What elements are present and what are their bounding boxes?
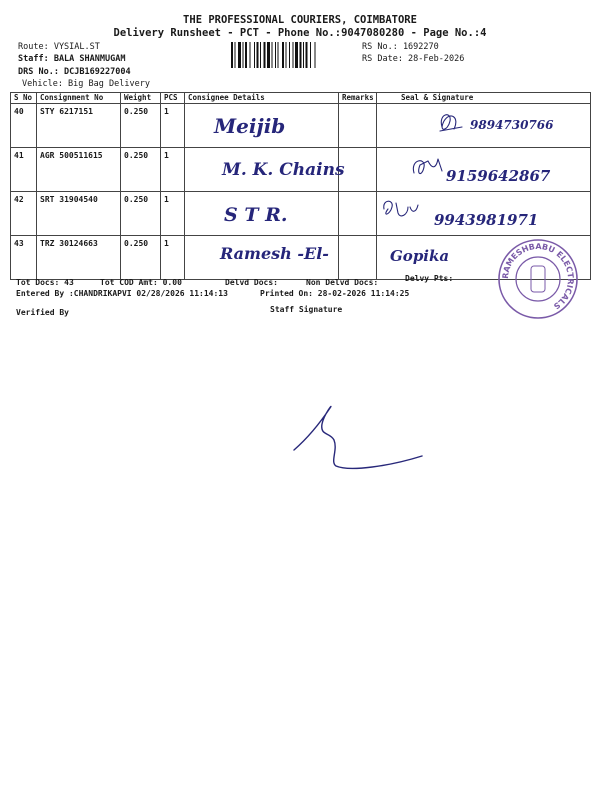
cell-weight: 0.250 <box>121 236 161 280</box>
col-header-sno: S No <box>11 93 37 104</box>
cell-consignee <box>185 192 339 236</box>
delivery-points: Delvy Pts: <box>405 274 454 283</box>
consignee-handwriting <box>188 151 345 187</box>
col-header-remarks: Remarks <box>339 93 377 104</box>
cell-weight: 0.250 <box>121 148 161 192</box>
signature-handwriting <box>380 195 588 231</box>
col-header-consignment: Consignment No <box>37 93 121 104</box>
col-header-seal: Seal & Signature <box>377 93 591 104</box>
drs-number: DRS No.: DCJB169227004 <box>18 67 131 77</box>
cell-consignment: TRZ 30124663 <box>37 236 121 280</box>
staff-label: Staff: BALA SHANMUGAM <box>18 54 126 64</box>
staff-signature-scribble <box>290 400 430 480</box>
cell-remarks <box>339 236 377 280</box>
cell-sno: 41 <box>11 148 37 192</box>
svg-text:RAMESHBABU ELECTRICALS: RAMESHBABU ELECTRICALS <box>500 241 576 311</box>
vehicle-label: Vehicle: Big Bag Delivery <box>22 79 150 89</box>
consignee-handwriting <box>188 239 336 275</box>
printed-on: Printed On: 28-02-2026 11:14:25 <box>260 289 410 298</box>
signature-handwriting <box>380 107 588 143</box>
cell-weight: 0.250 <box>121 104 161 148</box>
svg-text:M. K. Chains: M. K. Chains <box>222 160 345 180</box>
table-row <box>11 192 591 236</box>
cell-pcs: 1 <box>161 236 185 280</box>
cell-remarks <box>339 192 377 236</box>
entered-by: Entered By :CHANDRIKAPVI 02/28/2026 11:14:13 <box>16 289 228 298</box>
total-cod: Tot COD Amt: 0.00 <box>100 278 182 287</box>
svg-text:9159642867: 9159642867 <box>446 167 551 185</box>
cell-consignee <box>185 148 345 192</box>
table-row <box>11 104 591 148</box>
cell-seal <box>377 148 591 192</box>
cell-consignment: AGR 500511615 <box>37 148 121 192</box>
svg-text:Ramesh -El-: Ramesh -El- <box>220 244 329 263</box>
cell-seal <box>377 192 591 236</box>
delivered-docs: Delvd Docs: <box>225 278 278 287</box>
svg-text:Meijib: Meijib <box>214 114 286 138</box>
cell-consignment: SRT 31904540 <box>37 192 121 236</box>
rs-number: RS No.: 1692270 <box>362 42 439 52</box>
col-header-weight: Weight <box>121 93 161 104</box>
cell-sno: 42 <box>11 192 37 236</box>
verified-by: Verified By <box>16 308 69 317</box>
consignee-handwriting <box>188 195 336 231</box>
cell-pcs: 1 <box>161 148 185 192</box>
col-header-pcs: PCS <box>161 93 185 104</box>
svg-text:9894730766: 9894730766 <box>470 118 554 132</box>
cell-consignment: STY 6217151 <box>37 104 121 148</box>
cell-consignee <box>185 104 339 148</box>
barcode <box>231 42 357 68</box>
company-seal <box>497 238 579 320</box>
cell-sno: 43 <box>11 236 37 280</box>
svg-text:S T R.: S T R. <box>224 204 288 226</box>
company-title: THE PROFESSIONAL COURIERS, COIMBATORE <box>183 14 417 26</box>
signature-handwriting <box>380 151 588 187</box>
cell-pcs: 1 <box>161 192 185 236</box>
cell-consignee <box>185 236 339 280</box>
svg-text:Gopika: Gopika <box>390 247 450 265</box>
cell-sno: 40 <box>11 104 37 148</box>
cell-weight: 0.250 <box>121 192 161 236</box>
col-header-consignee: Consignee Details <box>185 93 339 104</box>
total-docs: Tot Docs: 43 <box>16 278 74 287</box>
cell-seal <box>377 104 591 148</box>
non-delivered-docs: Non Delvd Docs: <box>306 278 379 287</box>
svg-text:9943981971: 9943981971 <box>434 211 539 229</box>
cell-remarks <box>339 104 377 148</box>
runsheet-subtitle: Delivery Runsheet - PCT - Phone No.:9047080280 - Page No.:4 <box>113 27 487 39</box>
table-row <box>11 148 591 192</box>
cell-pcs: 1 <box>161 104 185 148</box>
consignee-handwriting <box>188 107 336 143</box>
staff-signature-label: Staff Signature <box>270 305 343 314</box>
rs-date: RS Date: 28-Feb-2026 <box>362 54 465 64</box>
route-label: Route: VYSIAL.ST <box>18 42 100 52</box>
table-header-row <box>11 93 591 104</box>
